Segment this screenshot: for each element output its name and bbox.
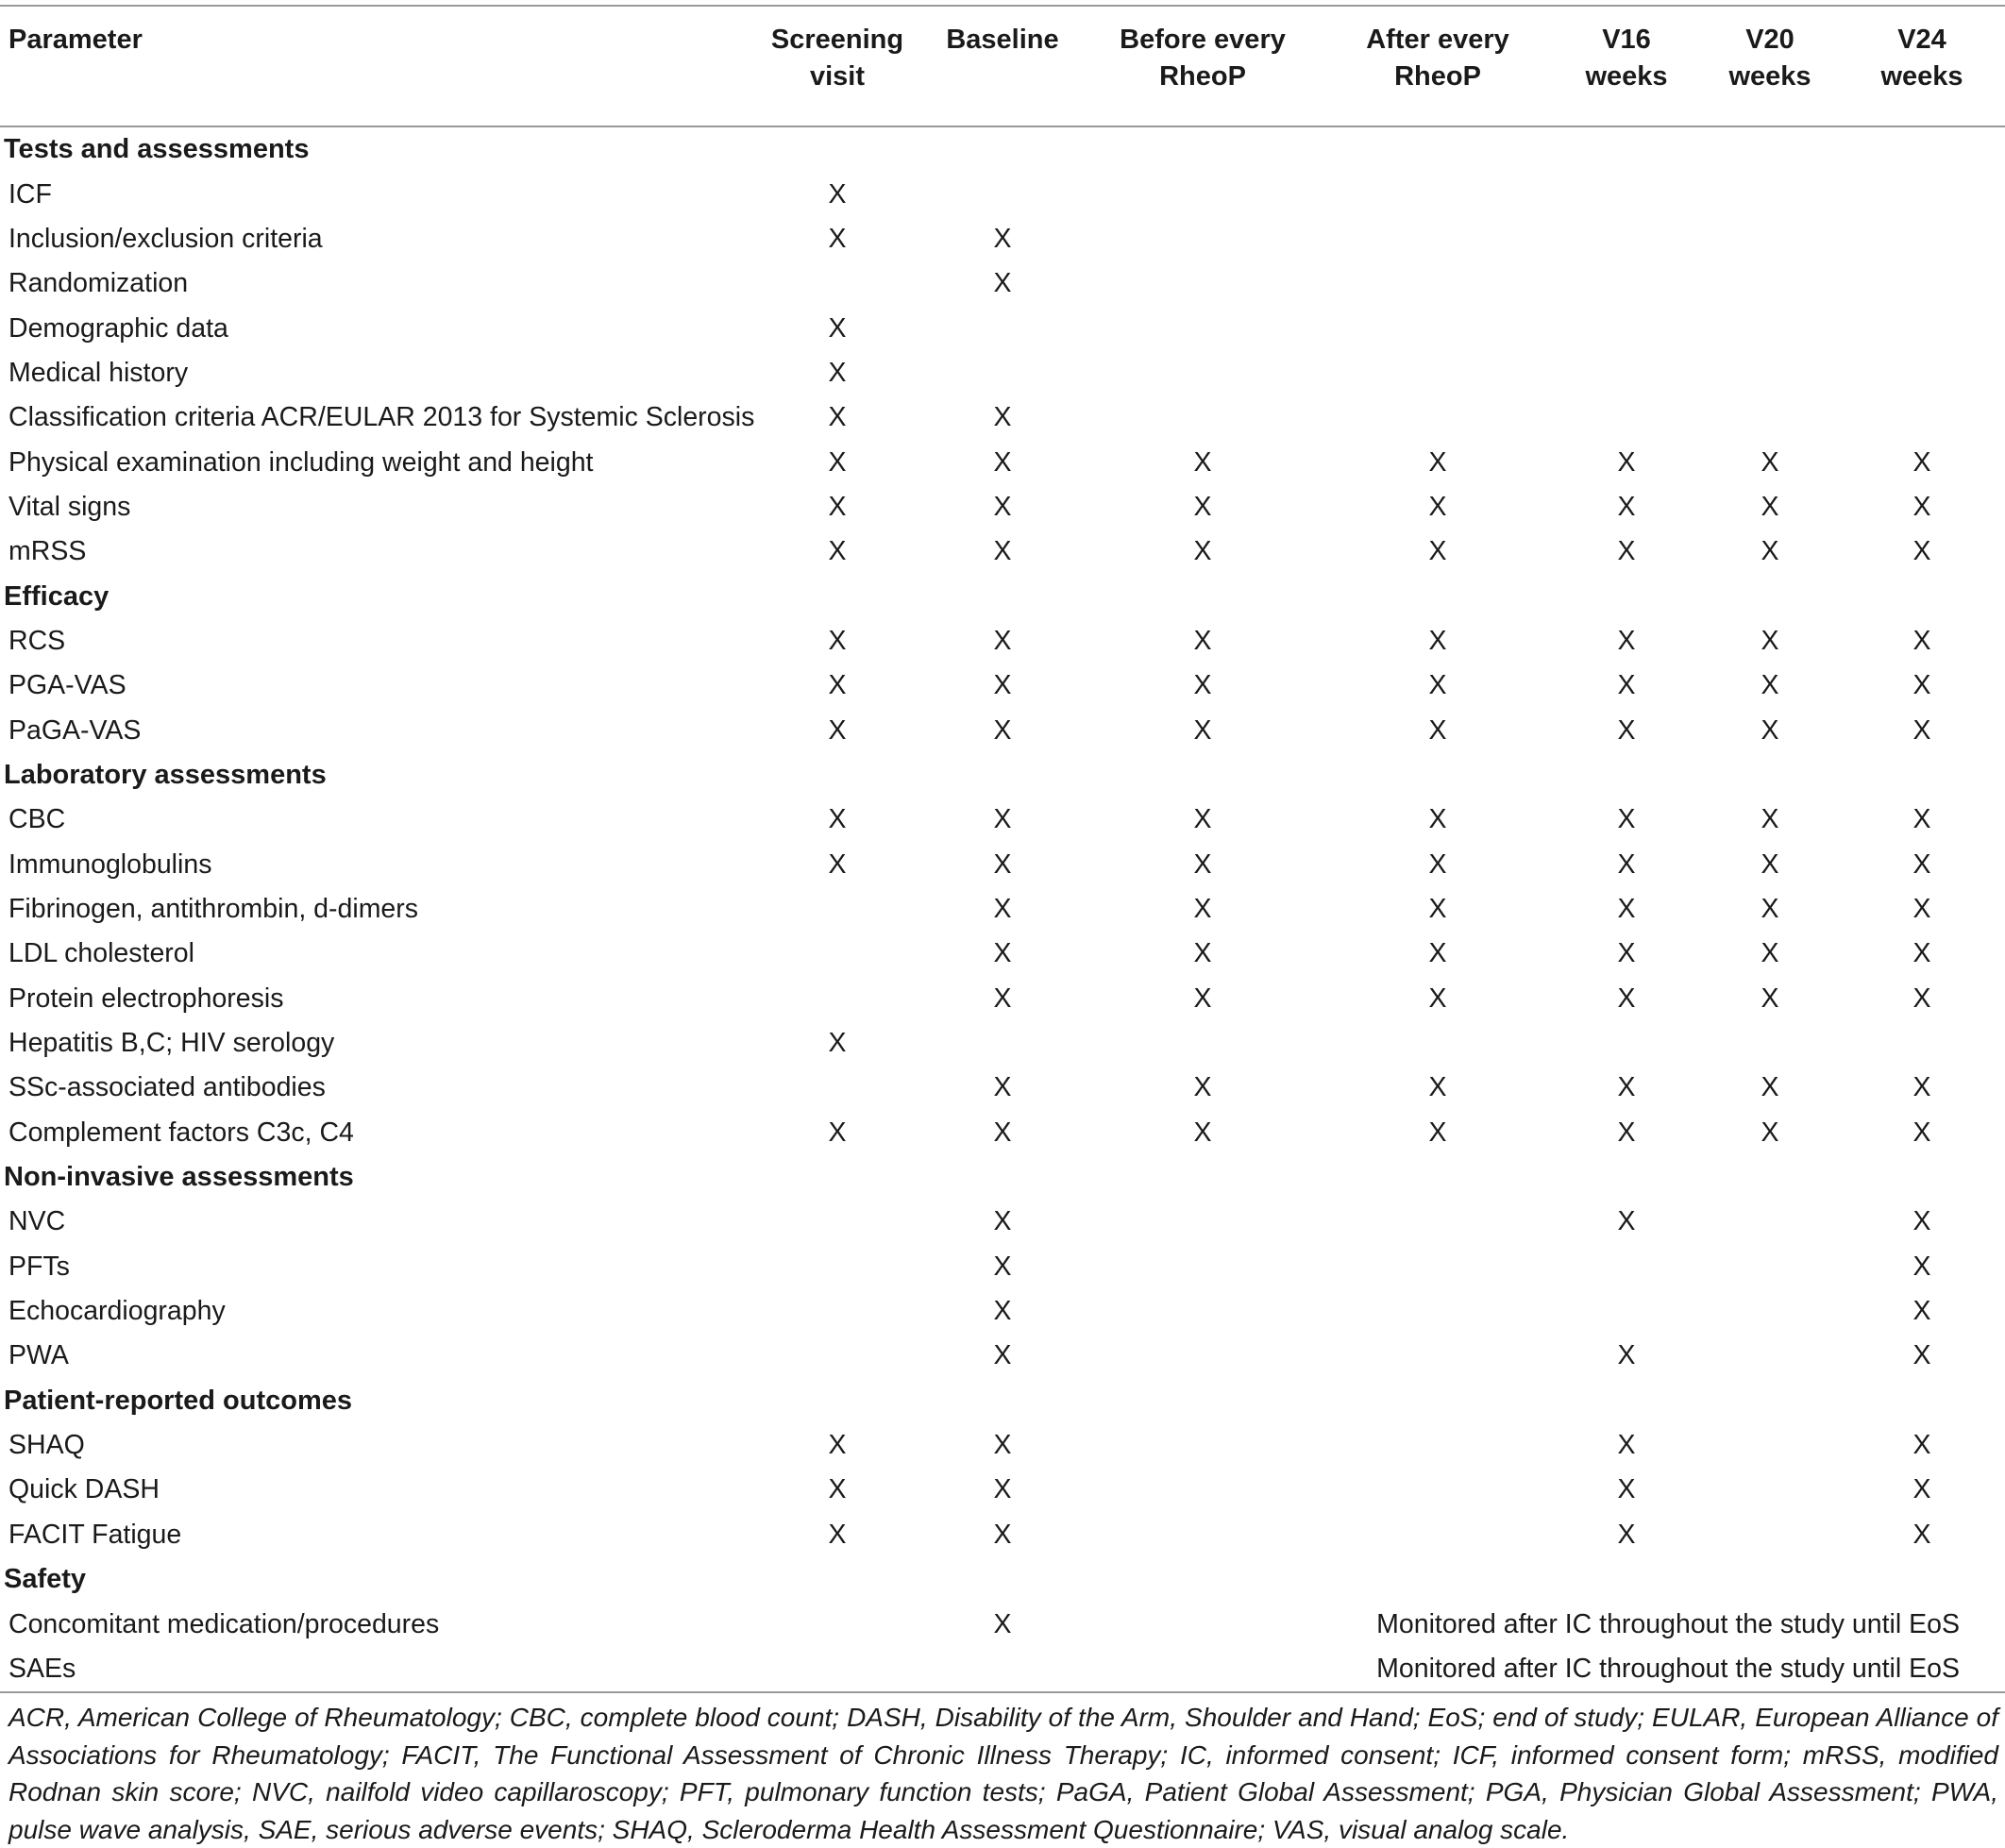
schedule-cell — [1082, 1289, 1323, 1334]
parameter-label: NVC — [8, 1206, 66, 1237]
schedule-cell — [1839, 1021, 2005, 1066]
schedule-cell: X — [1617, 804, 1636, 835]
header-v24-weeks: V24 weeks — [1839, 6, 2005, 126]
schedule-cell — [1701, 1200, 1839, 1244]
schedule-cell: X — [1617, 1474, 1636, 1505]
schedule-cell — [1552, 1245, 1701, 1289]
section-header-row — [0, 574, 2005, 618]
schedule-cell: X — [828, 223, 847, 254]
schedule-cell — [1701, 1423, 1839, 1468]
schedule-cell: X — [1428, 848, 1447, 880]
parameter-label: Complement factors C3c, C4 — [8, 1117, 354, 1148]
monitoring-note: Monitored after IC throughout the study until EoS — [1323, 1647, 2005, 1692]
schedule-cell: X — [993, 1519, 1012, 1550]
schedule-cell: X — [1193, 894, 1212, 925]
section-header-row — [0, 1557, 2005, 1602]
schedule-cell — [1082, 172, 1323, 216]
schedule-cell: X — [1193, 938, 1212, 969]
schedule-cell: X — [1912, 1206, 1931, 1237]
section-title: Safety — [4, 1564, 87, 1595]
schedule-cell: X — [828, 1028, 847, 1059]
parameter-label: mRSS — [8, 536, 87, 567]
parameter-label: Classification criteria ACR/EULAR 2013 for Systemic Sclerosis — [8, 402, 755, 433]
schedule-cell — [1323, 1423, 1552, 1468]
schedule-cell: X — [1912, 1340, 1931, 1371]
schedule-cell — [751, 1647, 923, 1692]
parameter-label: Medical history — [8, 357, 189, 388]
schedule-cell: X — [1912, 1251, 1931, 1282]
schedule-cell: X — [1761, 894, 1779, 925]
schedule-cell — [1082, 1200, 1323, 1244]
schedule-cell: X — [828, 1474, 847, 1505]
schedule-cell — [1701, 217, 1839, 261]
schedule-cell — [1323, 1021, 1552, 1066]
schedule-cell: X — [1617, 1117, 1636, 1148]
parameter-label: ICF — [8, 178, 52, 210]
parameter-label: PaGA-VAS — [8, 714, 142, 746]
schedule-cell: X — [1428, 446, 1447, 478]
schedule-cell — [1701, 351, 1839, 395]
parameter-label: SHAQ — [8, 1430, 85, 1461]
schedule-cell — [751, 1066, 923, 1110]
schedule-cell: X — [828, 357, 847, 388]
schedule-cell: X — [993, 1206, 1012, 1237]
parameter-label: Vital signs — [8, 491, 131, 522]
schedule-cell: X — [993, 1296, 1012, 1327]
schedule-cell — [1701, 1289, 1839, 1334]
schedule-cell: X — [828, 1430, 847, 1461]
schedule-cell: X — [993, 446, 1012, 478]
schedule-cell: X — [993, 1430, 1012, 1461]
section-header-row — [0, 1379, 2005, 1423]
schedule-cell — [751, 1334, 923, 1378]
schedule-cell: X — [993, 223, 1012, 254]
schedule-cell — [1082, 217, 1323, 261]
parameter-label: PGA-VAS — [8, 670, 126, 701]
schedule-cell: X — [993, 804, 1012, 835]
schedule-cell: X — [1912, 1519, 1931, 1550]
parameter-label: Physical examination including weight and height — [8, 446, 594, 478]
schedule-cell: X — [1761, 1072, 1779, 1103]
schedule-cell: X — [1912, 446, 1931, 478]
schedule-cell: X — [1617, 1430, 1636, 1461]
table-row — [0, 395, 2005, 440]
schedule-cell: X — [1428, 894, 1447, 925]
schedule-cell: X — [993, 983, 1012, 1014]
table-row — [0, 1423, 2005, 1468]
schedule-cell: X — [1912, 983, 1931, 1014]
schedule-cell: X — [993, 1340, 1012, 1371]
schedule-cell: X — [1428, 804, 1447, 835]
schedule-cell: X — [993, 1072, 1012, 1103]
parameter-label: Inclusion/exclusion criteria — [8, 223, 323, 254]
schedule-cell: X — [1761, 670, 1779, 701]
schedule-cell: X — [1912, 625, 1931, 656]
table-row — [0, 1200, 2005, 1244]
schedule-cell: X — [1761, 625, 1779, 656]
parameter-label: Echocardiography — [8, 1296, 226, 1327]
schedule-cell: X — [1617, 536, 1636, 567]
schedule-cell — [1552, 1289, 1701, 1334]
section-title: Patient-reported outcomes — [4, 1385, 352, 1416]
monitoring-note: Monitored after IC throughout the study until EoS — [1376, 1608, 1960, 1639]
schedule-cell: X — [828, 625, 847, 656]
schedule-cell — [1701, 1021, 1839, 1066]
parameter-label: Concomitant medication/procedures — [8, 1608, 440, 1639]
schedule-cell: X — [993, 1608, 1012, 1639]
schedule-cell — [923, 1021, 1082, 1066]
schedule-cell: X — [1617, 446, 1636, 478]
table-row — [0, 261, 2005, 306]
schedule-cell: X — [1912, 804, 1931, 835]
table-row — [0, 485, 2005, 529]
section-title: Laboratory assessments — [4, 759, 327, 790]
parameter-label: PWA — [8, 1340, 69, 1371]
schedule-cell: X — [1761, 1117, 1779, 1148]
schedule-cell: X — [1193, 848, 1212, 880]
table-row — [0, 977, 2005, 1021]
schedule-cell — [923, 306, 1082, 350]
schedule-cell: X — [828, 1519, 847, 1550]
schedule-cell — [1082, 1468, 1323, 1512]
schedule-cell — [1552, 395, 1701, 440]
schedule-cell: X — [1761, 536, 1779, 567]
schedule-cell: X — [1912, 938, 1931, 969]
schedule-cell: X — [1617, 491, 1636, 522]
schedule-cell: X — [1912, 1430, 1931, 1461]
study-schedule-table — [0, 5, 2005, 1693]
schedule-cell: X — [1617, 1340, 1636, 1371]
schedule-cell — [1323, 1334, 1552, 1378]
schedule-cell: X — [993, 848, 1012, 880]
schedule-cell — [751, 1289, 923, 1334]
schedule-cell — [1552, 172, 1701, 216]
schedule-cell: X — [1912, 491, 1931, 522]
schedule-cell — [1839, 172, 2005, 216]
section-header-row — [0, 1155, 2005, 1200]
table-row — [0, 1245, 2005, 1289]
schedule-cell — [1323, 306, 1552, 350]
schedule-cell — [751, 977, 923, 1021]
schedule-cell — [1701, 395, 1839, 440]
schedule-cell: X — [1617, 1206, 1636, 1237]
schedule-cell: X — [1428, 491, 1447, 522]
schedule-cell: X — [1912, 1072, 1931, 1103]
table-row — [0, 843, 2005, 887]
parameter-label: Immunoglobulins — [8, 848, 212, 880]
schedule-cell — [1082, 1423, 1323, 1468]
parameter-label: SSc-associated antibodies — [8, 1072, 326, 1103]
section-header-row — [0, 126, 2005, 172]
schedule-cell: X — [828, 446, 847, 478]
schedule-cell — [1082, 1021, 1323, 1066]
schedule-cell: X — [828, 312, 847, 344]
schedule-cell: X — [1912, 1474, 1931, 1505]
parameter-label: LDL cholesterol — [8, 938, 194, 969]
schedule-cell: X — [1193, 1072, 1212, 1103]
schedule-cell — [923, 351, 1082, 395]
parameter-label: RCS — [8, 625, 66, 656]
table-row — [0, 1647, 2005, 1692]
schedule-cell: X — [1761, 848, 1779, 880]
schedule-cell: X — [828, 402, 847, 433]
schedule-cell: X — [1912, 670, 1931, 701]
parameter-label: PFTs — [8, 1251, 70, 1282]
schedule-cell: X — [993, 625, 1012, 656]
schedule-cell: X — [1617, 983, 1636, 1014]
header-screening-visit: Screening visit — [751, 6, 923, 126]
schedule-cell: X — [993, 536, 1012, 567]
schedule-cell: X — [828, 178, 847, 210]
schedule-cell: X — [993, 402, 1012, 433]
table-row — [0, 1021, 2005, 1066]
parameter-label: Fibrinogen, antithrombin, d-dimers — [8, 894, 419, 925]
schedule-cell: X — [1428, 714, 1447, 746]
table-row — [0, 1111, 2005, 1155]
schedule-cell: X — [828, 491, 847, 522]
header-before-every-rheop: Before every RheoP — [1082, 6, 1323, 126]
schedule-cell — [1701, 306, 1839, 350]
schedule-cell — [1323, 1200, 1552, 1244]
schedule-cell: X — [1761, 714, 1779, 746]
header-v16-weeks: V16 weeks — [1552, 6, 1701, 126]
schedule-cell — [1701, 1334, 1839, 1378]
section-header-row — [0, 753, 2005, 798]
table-row — [0, 306, 2005, 350]
schedule-cell: X — [1193, 1117, 1212, 1148]
table-row — [0, 172, 2005, 216]
schedule-cell: X — [1761, 804, 1779, 835]
schedule-cell: X — [1761, 491, 1779, 522]
header-baseline: Baseline — [923, 6, 1082, 126]
parameter-label: Randomization — [8, 268, 189, 299]
header-v20-weeks: V20 weeks — [1701, 6, 1839, 126]
schedule-cell: X — [1617, 670, 1636, 701]
schedule-cell: X — [993, 894, 1012, 925]
parameter-label: Quick DASH — [8, 1474, 160, 1505]
schedule-cell — [751, 932, 923, 976]
schedule-cell — [1323, 1513, 1552, 1557]
table-row — [0, 708, 2005, 752]
header-after-every-rheop: After every RheoP — [1323, 6, 1552, 126]
table-row — [0, 1334, 2005, 1378]
schedule-cell: X — [1617, 714, 1636, 746]
schedule-cell: X — [1912, 1117, 1931, 1148]
schedule-cell: X — [993, 491, 1012, 522]
schedule-cell: X — [993, 1251, 1012, 1282]
schedule-cell: X — [993, 1474, 1012, 1505]
schedule-cell: X — [993, 938, 1012, 969]
schedule-cell — [1082, 1513, 1323, 1557]
schedule-cell: X — [1193, 491, 1212, 522]
schedule-cell — [1839, 217, 2005, 261]
table-row — [0, 217, 2005, 261]
schedule-cell — [1082, 306, 1323, 350]
schedule-cell — [1082, 351, 1323, 395]
schedule-cell — [1701, 1513, 1839, 1557]
schedule-cell — [1082, 395, 1323, 440]
table-row — [0, 887, 2005, 932]
schedule-cell: X — [1428, 670, 1447, 701]
schedule-cell: X — [1617, 848, 1636, 880]
schedule-cell — [1839, 306, 2005, 350]
table-header-row — [0, 6, 2005, 126]
schedule-cell — [1323, 261, 1552, 306]
table-row — [0, 1602, 2005, 1646]
schedule-cell — [1323, 351, 1552, 395]
schedule-cell — [1701, 1245, 1839, 1289]
schedule-cell: X — [1428, 1072, 1447, 1103]
parameter-label: Demographic data — [8, 312, 228, 344]
schedule-cell — [1323, 1245, 1552, 1289]
table-row — [0, 351, 2005, 395]
parameter-label: SAEs — [0, 1647, 751, 1692]
schedule-cell: X — [1193, 625, 1212, 656]
header-parameter: Parameter — [0, 6, 751, 126]
schedule-cell: X — [1761, 938, 1779, 969]
schedule-cell: X — [993, 714, 1012, 746]
schedule-cell — [1552, 217, 1701, 261]
section-title: Tests and assessments — [4, 134, 310, 165]
schedule-cell — [1323, 395, 1552, 440]
schedule-cell: X — [1912, 536, 1931, 567]
schedule-cell: X — [1617, 1072, 1636, 1103]
schedule-cell: X — [828, 670, 847, 701]
schedule-cell: X — [1428, 625, 1447, 656]
table-body — [0, 126, 2005, 1692]
schedule-cell: X — [993, 1117, 1012, 1148]
schedule-cell — [751, 1200, 923, 1244]
schedule-cell — [1701, 1468, 1839, 1512]
table-row — [0, 932, 2005, 976]
schedule-cell — [1839, 351, 2005, 395]
schedule-cell — [1323, 217, 1552, 261]
schedule-cell: X — [1617, 894, 1636, 925]
schedule-cell: X — [1193, 446, 1212, 478]
table-row — [0, 529, 2005, 574]
schedule-cell: X — [1428, 536, 1447, 567]
table-row — [0, 1513, 2005, 1557]
schedule-cell: X — [1428, 983, 1447, 1014]
schedule-cell — [751, 1245, 923, 1289]
schedule-cell: X — [828, 848, 847, 880]
schedule-cell: X — [1193, 714, 1212, 746]
schedule-cell — [1082, 1334, 1323, 1378]
schedule-cell: X — [1193, 670, 1212, 701]
table-row — [0, 1066, 2005, 1110]
section-title: Efficacy — [4, 580, 110, 612]
schedule-cell: X — [1617, 938, 1636, 969]
schedule-cell — [1552, 261, 1701, 306]
schedule-cell — [1839, 395, 2005, 440]
schedule-cell: X — [1761, 446, 1779, 478]
schedule-cell — [1552, 351, 1701, 395]
schedule-cell: X — [1912, 894, 1931, 925]
table-row — [0, 1468, 2005, 1512]
schedule-cell — [751, 261, 923, 306]
table-row — [0, 1289, 2005, 1334]
schedule-cell — [923, 172, 1082, 216]
schedule-cell: X — [993, 670, 1012, 701]
schedule-cell — [1701, 172, 1839, 216]
schedule-cell: X — [828, 1117, 847, 1148]
schedule-cell: X — [1912, 1296, 1931, 1327]
schedule-cell: X — [1428, 1117, 1447, 1148]
schedule-cell: X — [1912, 714, 1931, 746]
table-row — [0, 664, 2005, 708]
schedule-cell: X — [1761, 983, 1779, 1014]
schedule-cell — [751, 1602, 923, 1646]
table-row — [0, 440, 2005, 484]
table-footnote: ACR, American College of Rheumatology; CBC, complete blood count; DASH, Disability of the Arm, Shoulder and Hand; EoS; end of study; EULAR, European Alliance of Associations for Rheumatology; FACIT, The Functional Assessment of Chronic Illness Therapy; IC, informed consent; ICF, informed consent form; mRSS, modified Rodnan skin score; NVC, nailfold video capillaroscopy; PFT, pulmonary function tests; PaGA, Patient Global Assessment; PGA, Physician Global Assessment; PWA, pulse wave analysis, SAE, serious adverse events; SHAQ, Scleroderma Health Assessment Questionnaire; VAS, visual analog scale. — [8, 1703, 1998, 1844]
schedule-cell: X — [993, 268, 1012, 299]
schedule-cell: X — [828, 536, 847, 567]
schedule-cell: X — [1617, 625, 1636, 656]
schedule-cell: X — [1617, 1519, 1636, 1550]
schedule-cell — [1701, 261, 1839, 306]
schedule-cell — [1839, 261, 2005, 306]
schedule-cell — [1323, 1289, 1552, 1334]
section-title: Non-invasive assessments — [4, 1162, 354, 1193]
schedule-cell: X — [1193, 983, 1212, 1014]
schedule-cell: X — [1193, 536, 1212, 567]
table-row — [0, 619, 2005, 664]
parameter-label: Protein electrophoresis — [8, 983, 284, 1014]
parameter-label: CBC — [8, 804, 66, 835]
schedule-cell — [1082, 1602, 1323, 1646]
schedule-cell: X — [1428, 938, 1447, 969]
schedule-cell — [751, 887, 923, 932]
schedule-cell — [1082, 261, 1323, 306]
schedule-cell: X — [1912, 848, 1931, 880]
parameter-label: FACIT Fatigue — [8, 1519, 182, 1550]
schedule-cell — [923, 1647, 1082, 1692]
schedule-cell — [1323, 172, 1552, 216]
schedule-cell — [1323, 1468, 1552, 1512]
schedule-cell — [1082, 1647, 1323, 1692]
schedule-cell — [1552, 306, 1701, 350]
schedule-cell: X — [828, 714, 847, 746]
table-row — [0, 798, 2005, 842]
schedule-cell — [1552, 1021, 1701, 1066]
schedule-cell: X — [1193, 804, 1212, 835]
schedule-cell — [1082, 1245, 1323, 1289]
parameter-label: Hepatitis B,C; HIV serology — [8, 1028, 335, 1059]
schedule-cell: X — [828, 804, 847, 835]
